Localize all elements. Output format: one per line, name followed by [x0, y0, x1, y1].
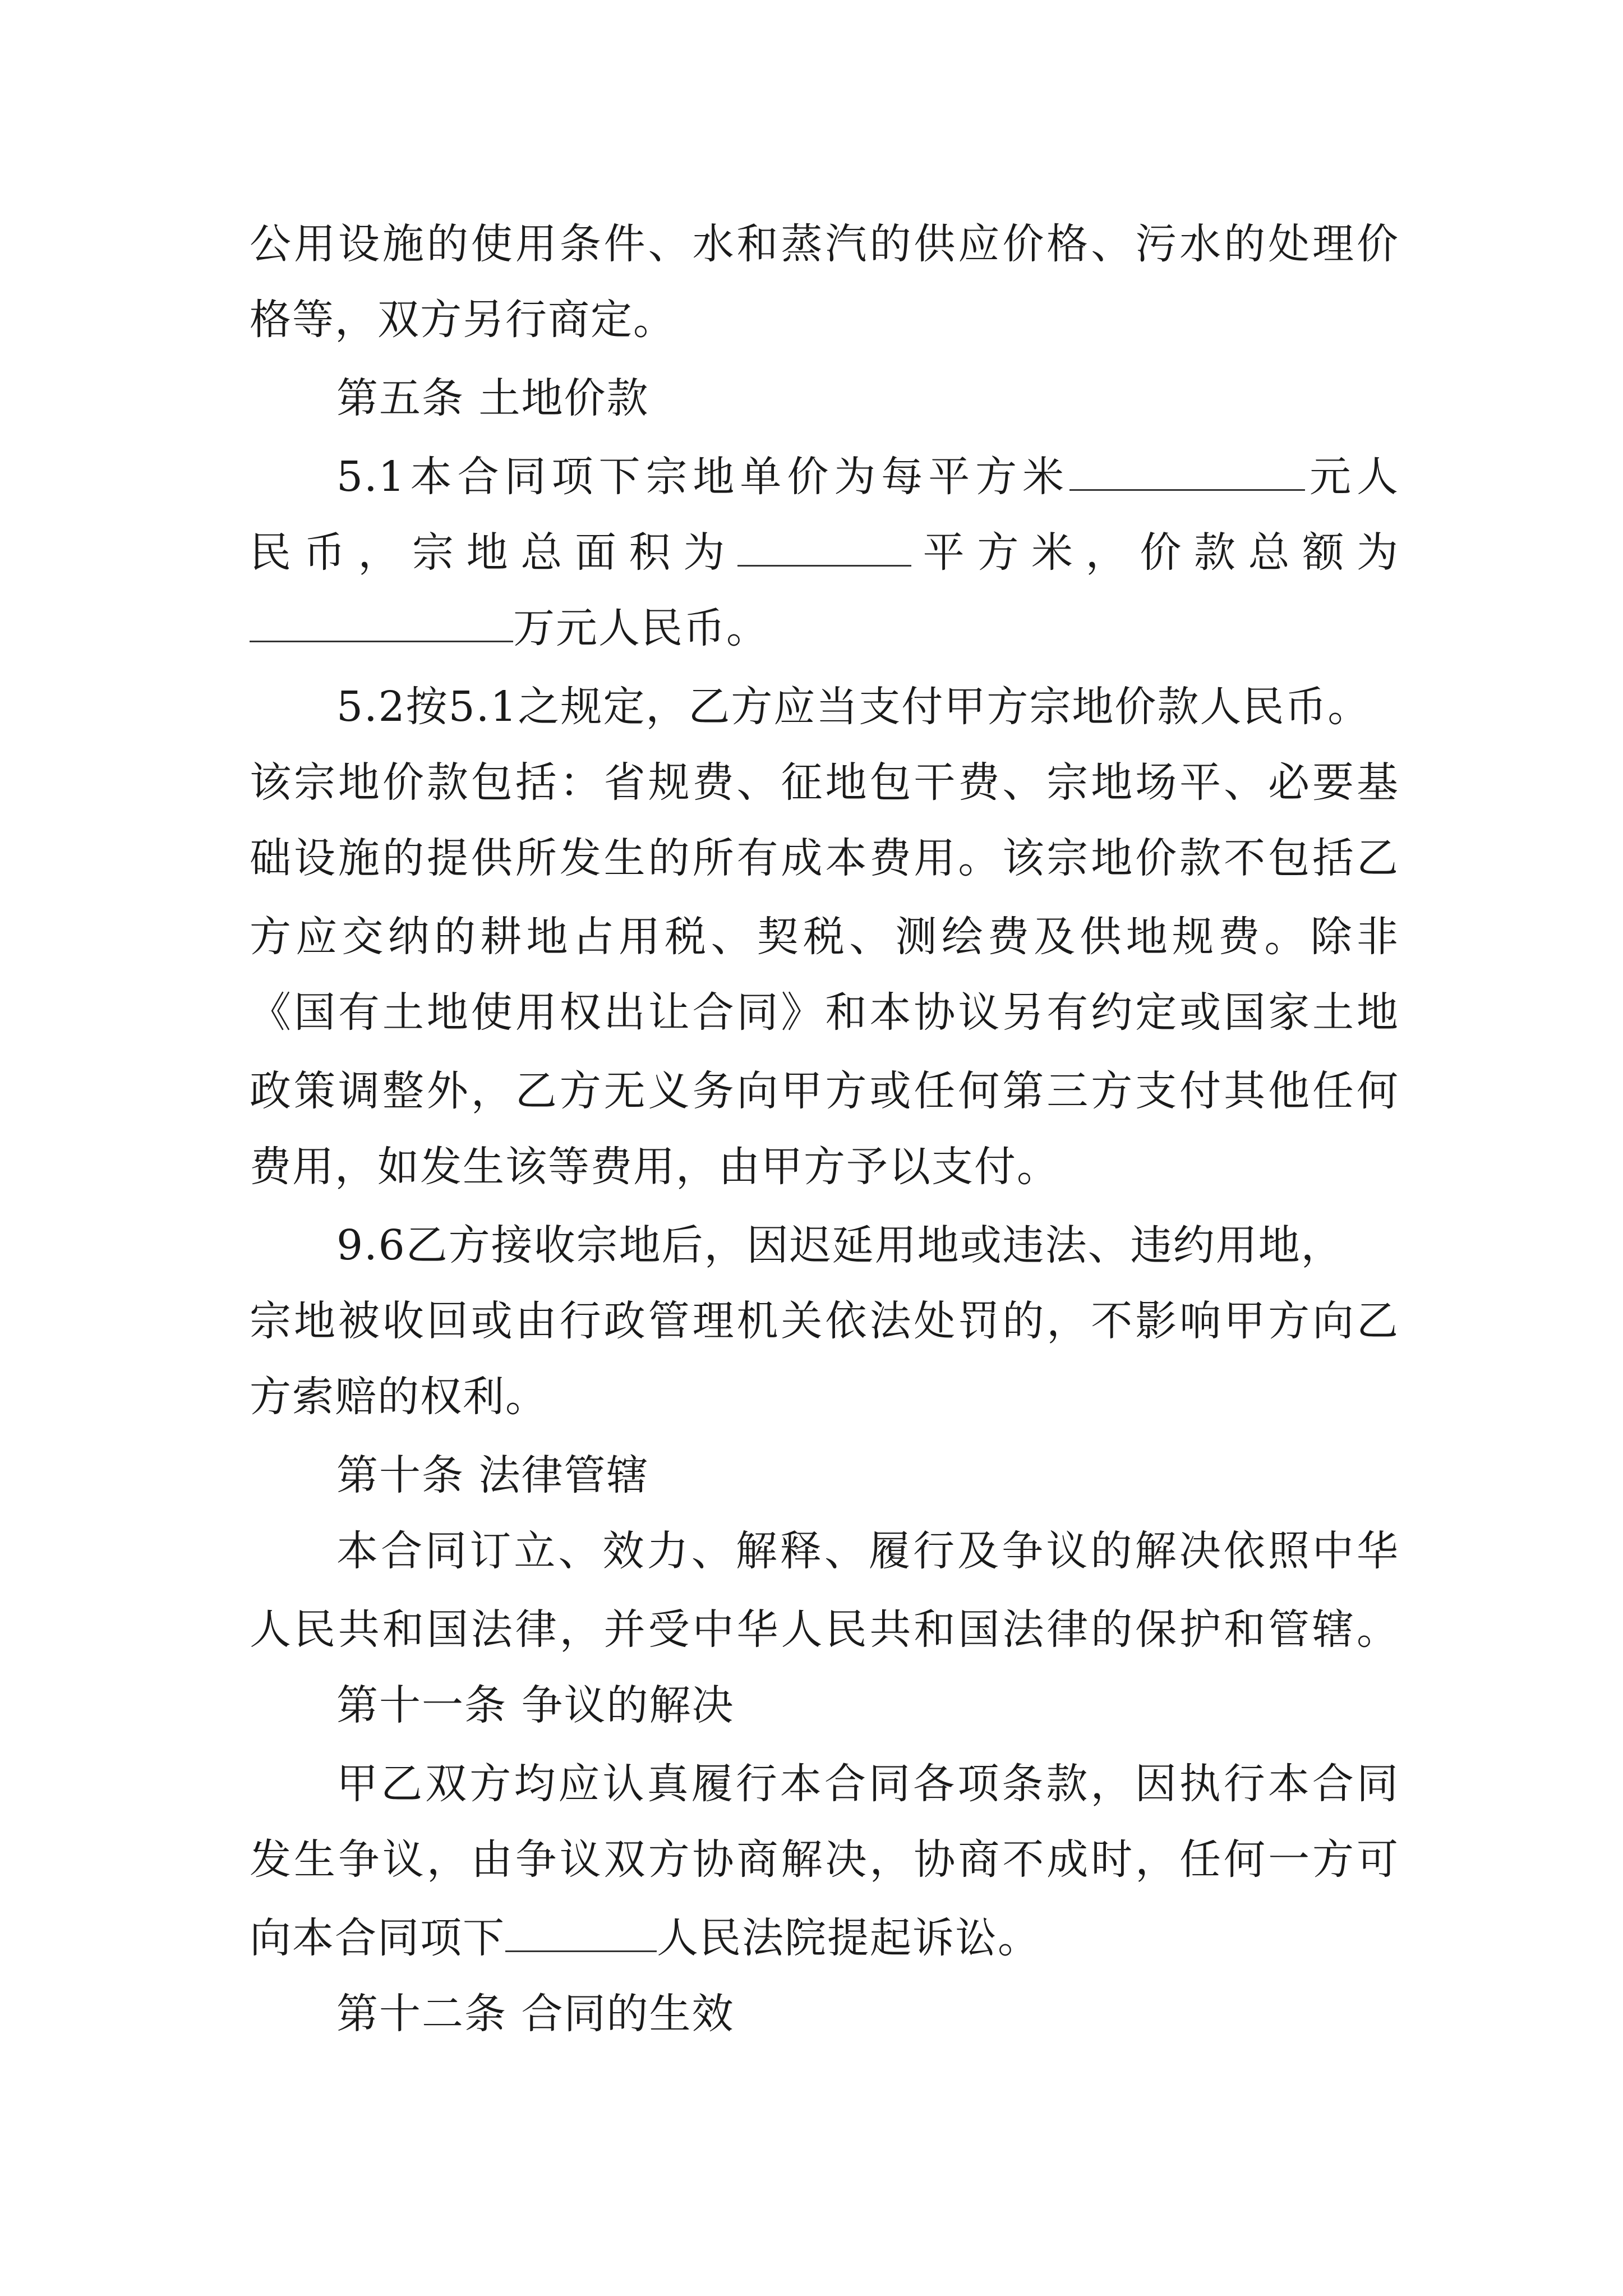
body-line: 费用，如发生该等费用，由甲方予以支付。	[250, 1143, 1059, 1191]
body-line: 政策调整外，乙方无义务向甲方或任何第三方支付其他任何	[250, 1067, 1399, 1115]
body-line: 甲乙双方均应认真履行本合同各项条款，因执行本合同	[336, 1760, 1399, 1808]
section-heading: 第十一条 争议的解决	[336, 1681, 735, 1729]
clause-line	[250, 513, 1399, 592]
clause-line	[250, 1899, 1399, 1977]
clause-text: 向本合同项下	[250, 1914, 505, 1962]
body-line: 发生争议，由争议双方协商解决，协商不成时，任何一方可	[250, 1835, 1399, 1884]
body-line: 该宗地价款包括：省规费、征地包干费、宗地场平、必要基	[250, 758, 1399, 807]
body-line: 础设施的提供所发生的所有成本费用。该宗地价款不包括乙	[250, 834, 1399, 882]
clause-text: 民币，宗地总面积为	[250, 528, 737, 577]
body-line: 人民共和国法律，并受中华人民共和国法律的保护和管辖。	[250, 1605, 1399, 1654]
fill-in-blank[interactable]	[250, 601, 513, 642]
section-heading: 第十二条 合同的生效	[336, 1990, 735, 2038]
fill-in-blank[interactable]	[737, 526, 911, 567]
clause-text: 万元人民币。	[513, 604, 769, 652]
body-line: 方索赔的权利。	[250, 1373, 548, 1421]
clause-text: 5.1本合同项下宗地单价为每平方米	[336, 453, 1070, 501]
clause-text: 平方米，价款总额为	[911, 528, 1399, 577]
clause-text: 元人	[1305, 453, 1399, 501]
clause-text: 人民法院提起诉讼。	[657, 1914, 1040, 1962]
clause-line: 9.6乙方接收宗地后，因迟延用地或违法、违约用地，	[336, 1221, 1344, 1269]
clause-line	[336, 438, 1399, 516]
section-heading: 第十条 法律管辖	[336, 1451, 649, 1499]
section-heading: 第五条 土地价款	[336, 374, 649, 422]
body-line: 本合同订立、效力、解释、履行及争议的解决依照中华	[336, 1527, 1399, 1575]
body-line: 公用设施的使用条件、水和蒸汽的供应价格、污水的处理价	[250, 220, 1399, 268]
fill-in-blank[interactable]	[1069, 450, 1305, 491]
body-line: 宗地被收回或由行政管理机关依法处罚的，不影响甲方向乙	[250, 1297, 1399, 1345]
fill-in-blank[interactable]	[505, 1911, 657, 1952]
clause-line: 5.2按5.1之规定，乙方应当支付甲方宗地价款人民币。	[336, 683, 1371, 731]
body-line: 《国有土地使用权出让合同》和本协议另有约定或国家土地	[250, 988, 1399, 1037]
body-line: 格等，双方另行商定。	[250, 296, 676, 344]
body-line: 方应交纳的耕地占用税、契税、测绘费及供地规费。除非	[250, 913, 1399, 961]
clause-line	[250, 589, 1399, 668]
